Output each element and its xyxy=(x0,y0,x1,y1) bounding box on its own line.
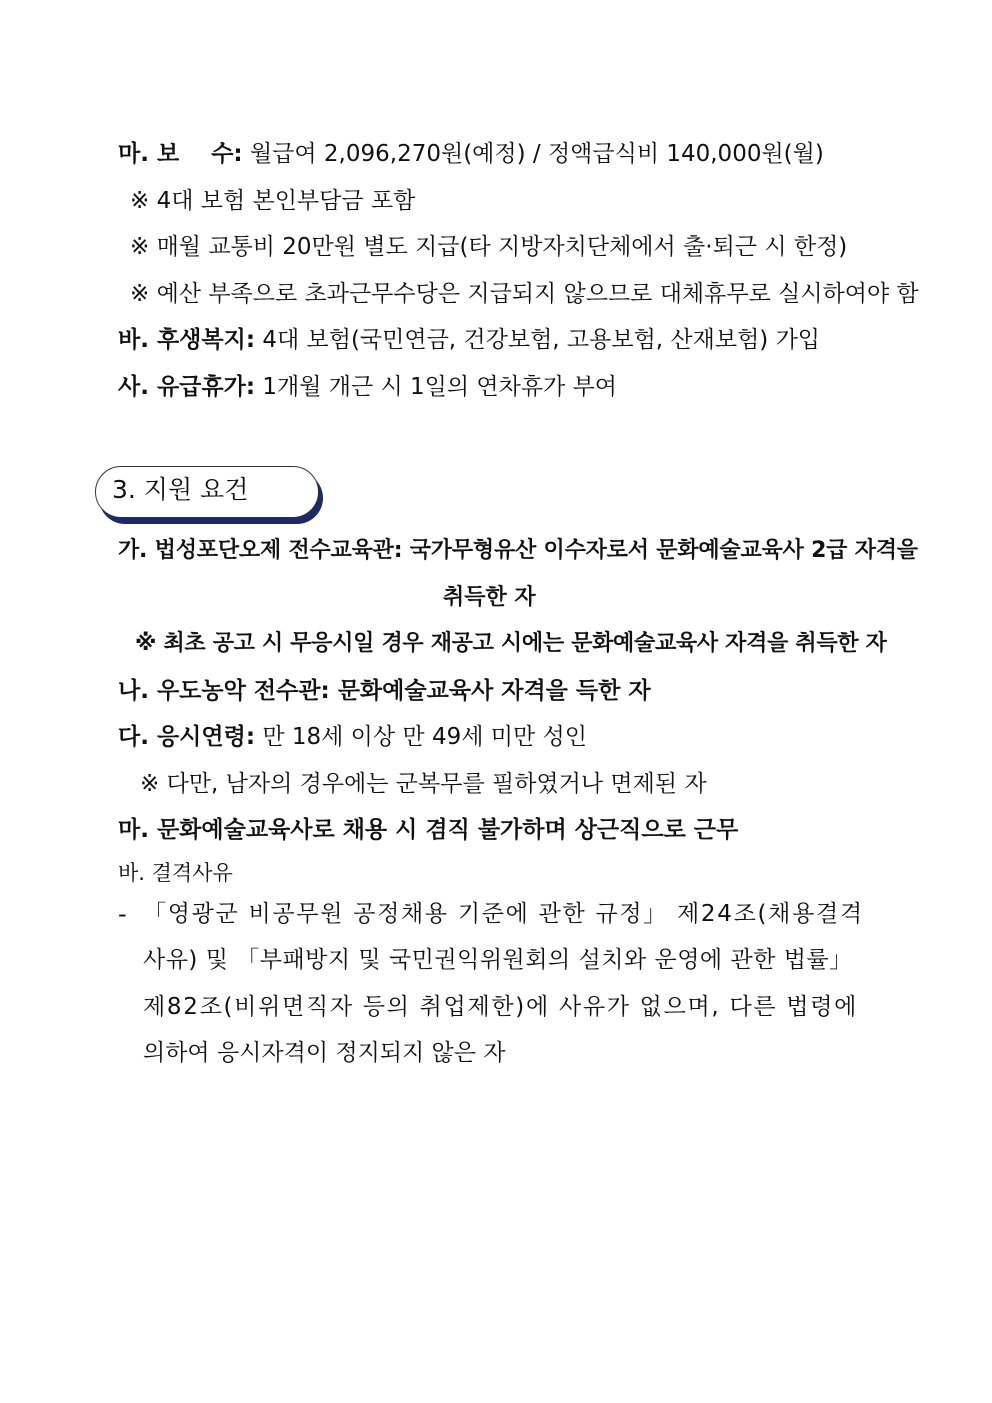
welfare-item xyxy=(118,325,820,355)
req-ba-line3: 제82조(비위면직자 등의 취업제한)에 사유가 없으며, 다른 법령에 xyxy=(143,994,859,1020)
pay-text: 월급여 2,096,270원(예정) / 정액급식비 140,000원(월) xyxy=(249,141,824,167)
req-ga-line2: 취득한 자 xyxy=(443,585,536,610)
pay-item xyxy=(118,139,824,169)
leave-label: 사. 유급휴가: xyxy=(118,374,256,400)
leave-text: 1개월 개근 시 1일의 연차휴가 부여 xyxy=(262,374,618,400)
leave-item xyxy=(118,372,617,402)
req-ba-line2: 사유) 및 「부패방지 및 국민권익위원회의 설치와 운영에 관한 법률」 xyxy=(143,947,853,973)
req-na: 나. 우도농악 전수관: 문화예술교육사 자격을 득한 자 xyxy=(118,678,651,704)
welfare-text: 4대 보험(국민연금, 건강보험, 고용보험, 산재보험) 가입 xyxy=(262,327,821,353)
req-ma: 마. 문화예술교육사로 채용 시 겸직 불가하며 상근직으로 근무 xyxy=(118,817,739,843)
req-ga-note: ※ 최초 공고 시 무응시일 경우 재공고 시에는 문화예술교육사 자격을 취득한 자 xyxy=(135,631,887,656)
req-ba-dash: - xyxy=(118,900,127,928)
req-ba-line1: 「영광군 비공무원 공정채용 기준에 관한 규정」 제24조(채용결격 xyxy=(143,901,864,927)
section-title: 3. 지원 요건 xyxy=(112,475,249,504)
req-da-text: 만 18세 이상 만 49세 미만 성인 xyxy=(262,724,587,750)
req-da-label: 다. 응시연령: xyxy=(118,724,256,750)
req-ba-label: 바. 결격사유 xyxy=(118,861,233,885)
req-ba-line4: 의하여 응시자격이 정지되지 않은 자 xyxy=(143,1040,506,1066)
req-da xyxy=(118,722,587,752)
pay-label: 마. 보 수: xyxy=(118,141,243,167)
req-da-note: ※ 다만, 남자의 경우에는 군복무를 필하였거나 면제된 자 xyxy=(140,771,707,797)
pay-note-transport: ※ 매월 교통비 20만원 별도 지급(타 지방자치단체에서 출·퇴근 시 한정) xyxy=(130,234,848,260)
pay-note-overtime: ※ 예산 부족으로 초과근무수당은 지급되지 않으므로 대체휴무로 실시하여야 함 xyxy=(130,281,919,307)
welfare-label: 바. 후생복지: xyxy=(118,327,256,353)
req-ga-line1: 가. 법성포단오제 전수교육관: 국가무형유산 이수자로서 문화예술교육사 2급 자격을 xyxy=(118,538,918,563)
pay-note-insurance: ※ 4대 보험 본인부담금 포함 xyxy=(130,188,416,214)
